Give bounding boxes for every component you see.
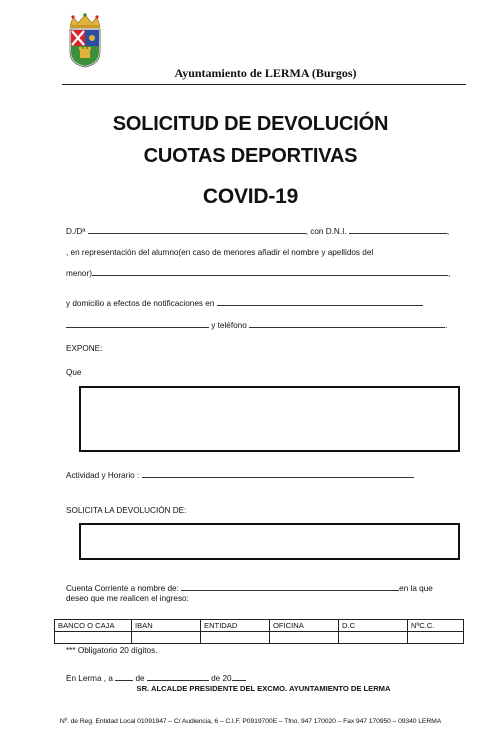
mandatory-note: *** Obligatorio 20 dígitos. bbox=[66, 646, 158, 655]
dni-field[interactable] bbox=[349, 224, 447, 234]
bank-col-header: D.C bbox=[339, 620, 408, 632]
document-title-line1: SOLICITUD DE DEVOLUCIÓN bbox=[112, 113, 389, 135]
activity-row bbox=[66, 468, 464, 480]
representation-text: , en representación del alumno(en caso de menores añadir el nombre y apellidos del bbox=[66, 248, 374, 257]
account-line2: deseo que me realicen el ingreso: bbox=[66, 594, 189, 603]
name-dni-row: D./Dª , con D.N.I. , bbox=[66, 224, 464, 236]
place-date-row bbox=[66, 671, 464, 683]
address-field-continued[interactable] bbox=[66, 318, 209, 328]
account-label: Cuenta Corriente a nombre de: bbox=[66, 584, 179, 593]
account-row bbox=[66, 581, 464, 593]
place-date-prefix: En Lerma , a bbox=[66, 674, 113, 683]
header-divider bbox=[62, 84, 466, 85]
date-de-label: de bbox=[135, 674, 145, 683]
minor-label: menor) bbox=[66, 269, 92, 278]
phone-row: y teléfono . bbox=[66, 318, 464, 330]
phone-label: y teléfono bbox=[211, 321, 247, 330]
address-label: y domicilio a efectos de notificaciones en bbox=[66, 299, 215, 308]
iban-cell[interactable] bbox=[132, 632, 201, 644]
name-field[interactable] bbox=[88, 224, 306, 234]
bank-col-header: OFICINA bbox=[270, 620, 339, 632]
branch-cell[interactable] bbox=[270, 632, 339, 644]
activity-label: Actividad y Horario : bbox=[66, 471, 140, 480]
que-label: Que bbox=[66, 368, 82, 377]
bank-col-header: BANCO O CAJA bbox=[55, 620, 132, 632]
phone-field[interactable] bbox=[249, 318, 445, 328]
month-field[interactable] bbox=[147, 671, 209, 681]
account-holder-field[interactable] bbox=[181, 581, 399, 591]
bank-col-header: IBAN bbox=[132, 620, 201, 632]
coat-of-arms-logo bbox=[66, 12, 104, 68]
solicita-textarea[interactable] bbox=[79, 523, 460, 560]
bank-account-table bbox=[54, 619, 464, 644]
bank-input-row bbox=[55, 632, 464, 644]
representation-row bbox=[66, 248, 464, 257]
account-number-cell[interactable] bbox=[408, 632, 464, 644]
bank-col-header: NºC.C. bbox=[408, 620, 464, 632]
addressee-line: SR. ALCALDE PRESIDENTE DEL EXCMO. AYUNTAMIENTO DE LERMA bbox=[136, 684, 391, 693]
minor-row: menor) , bbox=[66, 266, 464, 278]
document-title-line2: CUOTAS DEPORTIVAS bbox=[143, 145, 358, 167]
solicita-label: SOLICITA LA DEVOLUCIÓN DE: bbox=[66, 506, 187, 515]
minor-name-field[interactable] bbox=[92, 266, 448, 276]
document-title-covid: COVID-19 bbox=[202, 185, 299, 208]
dni-label: , con D.N.I. bbox=[305, 227, 347, 236]
activity-field[interactable] bbox=[142, 468, 414, 478]
name-prefix-label: D./Dª bbox=[66, 227, 86, 236]
bank-name-cell[interactable] bbox=[55, 632, 132, 644]
expone-label: EXPONE: bbox=[66, 344, 103, 353]
expone-textarea[interactable] bbox=[79, 386, 460, 452]
account-suffix: en la que bbox=[399, 584, 433, 593]
footer-contact: Nº. de Reg. Entidad Local 01091947 – C/ Audiencia, 6 – C.I.F. P0919700E – Tfno. 947 170020 – Fax 947 170950 – 09340 LERMA bbox=[59, 718, 442, 725]
town-hall-name: Ayuntamiento de LERMA (Burgos) bbox=[174, 66, 357, 80]
dc-cell[interactable] bbox=[339, 632, 408, 644]
year-field[interactable] bbox=[232, 671, 246, 681]
entity-cell[interactable] bbox=[201, 632, 270, 644]
date-year-label: de 20 bbox=[211, 674, 232, 683]
address-row bbox=[66, 296, 464, 308]
bank-header-row bbox=[55, 620, 464, 632]
bank-col-header: ENTIDAD bbox=[201, 620, 270, 632]
day-field[interactable] bbox=[115, 671, 133, 681]
crown-icon bbox=[70, 13, 100, 28]
address-field[interactable] bbox=[217, 296, 423, 306]
